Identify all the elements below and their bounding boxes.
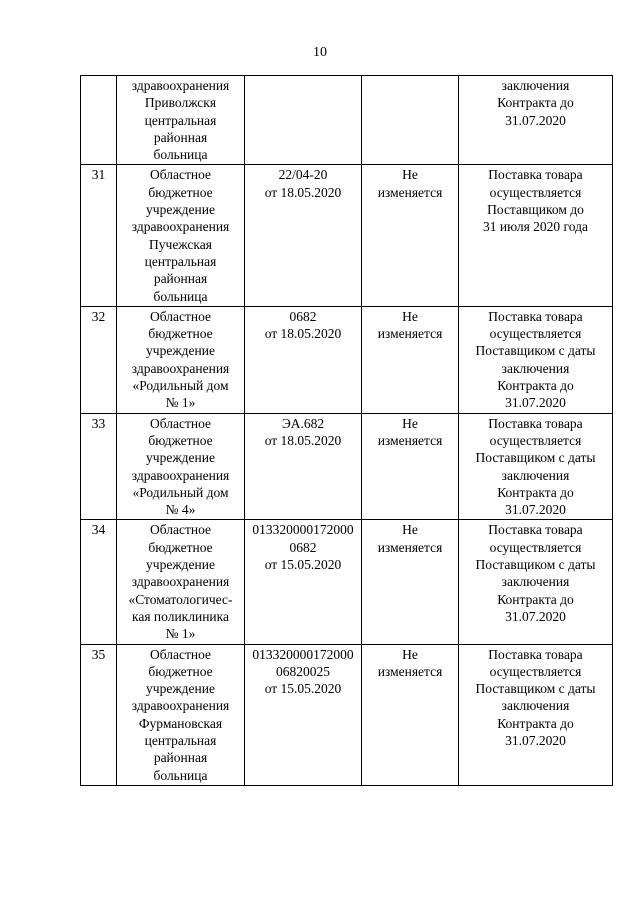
cell-line: бюджетное — [148, 326, 213, 342]
cell-line: Не — [402, 415, 418, 431]
cell-line: осуществляется — [489, 432, 582, 448]
cell-line: Не — [402, 167, 418, 183]
contracts-table — [80, 75, 613, 786]
cell-line: Не — [402, 646, 418, 662]
cell-line: Поставщиком с даты — [475, 450, 596, 466]
cell-line: центральная — [144, 253, 217, 269]
cell-line: изменяется — [377, 432, 443, 448]
status-cell — [362, 644, 459, 785]
cell-line: Областное — [149, 415, 212, 431]
cell-line: от 18.05.2020 — [264, 432, 342, 448]
table-row — [81, 413, 613, 520]
cell-line: центральная — [144, 732, 217, 748]
cell-line: от 18.05.2020 — [264, 184, 342, 200]
contract-cell — [245, 165, 362, 306]
table-body — [81, 76, 613, 786]
cell-line: центральная — [144, 112, 217, 128]
cell-line: 0682 — [289, 539, 317, 555]
cell-line: 31.07.2020 — [505, 732, 566, 748]
row-number-cell — [81, 644, 117, 785]
cell-line: 31.07.2020 — [505, 502, 566, 518]
cell-line: учреждение — [146, 557, 215, 573]
cell-line: больница — [153, 288, 208, 304]
cell-line: заключения — [501, 698, 570, 714]
cell-line: 31.07.2020 — [505, 395, 566, 411]
cell-line: бюджетное — [148, 663, 213, 679]
cell-line: 31.07.2020 — [505, 112, 566, 128]
cell-line: здравоохранения — [131, 219, 230, 235]
row-number: 32 — [91, 308, 106, 324]
contract-cell — [245, 413, 362, 520]
status-cell — [362, 413, 459, 520]
cell-line: Поставка товара — [488, 415, 583, 431]
organization-cell — [117, 306, 245, 413]
cell-line: Пучежская — [149, 236, 212, 252]
cell-line: осуществляется — [489, 184, 582, 200]
cell-line: Областное — [149, 522, 212, 538]
delivery-terms-cell — [459, 644, 613, 785]
cell-line: «Стоматологичес- — [128, 591, 233, 607]
cell-line: бюджетное — [148, 432, 213, 448]
row-number: 31 — [91, 167, 106, 183]
cell-line: Поставщиком с даты — [475, 681, 596, 697]
cell-line: заключения — [501, 467, 570, 483]
cell-line: 06820025 — [276, 663, 330, 679]
cell-line: заключения — [501, 574, 570, 590]
cell-line: 22/04-20 — [278, 167, 328, 183]
organization-cell — [117, 165, 245, 306]
cell-line: изменяется — [377, 539, 443, 555]
cell-line: Контракта до — [497, 378, 574, 394]
status-cell — [362, 520, 459, 644]
contract-cell — [245, 76, 362, 165]
organization-cell — [117, 413, 245, 520]
cell-line: от 15.05.2020 — [264, 681, 342, 697]
organization-cell — [117, 76, 245, 165]
cell-line: изменяется — [377, 326, 443, 342]
cell-line: № 1» — [165, 395, 196, 411]
status-cell — [362, 76, 459, 165]
cell-line: здравоохранения — [131, 467, 230, 483]
delivery-terms-cell — [459, 520, 613, 644]
cell-line: учреждение — [146, 202, 215, 218]
row-number: 33 — [91, 415, 106, 431]
cell-line: Не — [402, 308, 418, 324]
contract-cell — [245, 306, 362, 413]
table-row — [81, 165, 613, 306]
cell-line: Контракта до — [497, 715, 574, 731]
table-row — [81, 644, 613, 785]
cell-line: 013320000172000 — [252, 522, 354, 538]
cell-line: № 1» — [165, 626, 196, 642]
cell-line: Областное — [149, 646, 212, 662]
cell-line: Поставка товара — [488, 522, 583, 538]
cell-line: здравоохранения — [131, 360, 230, 376]
cell-line: районная — [153, 129, 208, 145]
delivery-terms-cell — [459, 165, 613, 306]
cell-line: бюджетное — [148, 539, 213, 555]
status-cell — [362, 306, 459, 413]
cell-line: 013320000172000 — [252, 646, 354, 662]
cell-line: Контракта до — [497, 95, 574, 111]
cell-line: Поставщиком с даты — [475, 343, 596, 359]
cell-line: осуществляется — [489, 539, 582, 555]
row-number-cell — [81, 413, 117, 520]
cell-line: заключения — [501, 360, 570, 376]
cell-line: кая поликлиника — [131, 608, 229, 624]
delivery-terms-cell — [459, 76, 613, 165]
delivery-terms-cell — [459, 413, 613, 520]
cell-line: изменяется — [377, 184, 443, 200]
table-row — [81, 306, 613, 413]
page-number: 10 — [313, 45, 327, 60]
cell-line: районная — [153, 271, 208, 287]
cell-line: Областное — [149, 167, 212, 183]
cell-line: больница — [153, 767, 208, 783]
cell-line: Не — [402, 522, 418, 538]
cell-line: от 18.05.2020 — [264, 326, 342, 342]
table-row — [81, 520, 613, 644]
row-number: 35 — [91, 646, 106, 662]
cell-line: 31 июля 2020 года — [483, 219, 588, 235]
cell-line: Контракта до — [497, 484, 574, 500]
cell-line: Поставка товара — [488, 646, 583, 662]
contract-cell — [245, 520, 362, 644]
cell-line: № 4» — [165, 502, 196, 518]
organization-cell — [117, 520, 245, 644]
cell-line: Поставка товара — [488, 167, 583, 183]
cell-line: Приволжскя — [144, 95, 217, 111]
cell-line: учреждение — [146, 450, 215, 466]
cell-line: 0682 — [289, 308, 317, 324]
cell-line: районная — [153, 750, 208, 766]
cell-line: учреждение — [146, 343, 215, 359]
organization-cell — [117, 644, 245, 785]
cell-line: Контракта до — [497, 591, 574, 607]
cell-line: бюджетное — [148, 184, 213, 200]
contract-cell — [245, 644, 362, 785]
cell-line: Областное — [149, 308, 212, 324]
cell-line: заключения — [501, 78, 570, 93]
cell-line: больница — [153, 147, 208, 163]
cell-line: осуществляется — [489, 326, 582, 342]
cell-line: изменяется — [377, 663, 443, 679]
cell-line: Поставщиком до — [487, 202, 584, 218]
cell-line: здравоохранения — [131, 78, 230, 93]
row-number-cell — [81, 306, 117, 413]
cell-line: ЭА.682 — [281, 415, 325, 431]
cell-line: Фурмановская — [138, 715, 223, 731]
cell-line: «Родильный дом — [132, 484, 229, 500]
table-row — [81, 76, 613, 165]
cell-line: Поставка товара — [488, 308, 583, 324]
cell-line: «Родильный дом — [132, 378, 229, 394]
cell-line: здравоохранения — [131, 698, 230, 714]
cell-line: учреждение — [146, 681, 215, 697]
row-number-cell — [81, 76, 117, 165]
cell-line: Поставщиком с даты — [475, 557, 596, 573]
row-number: 34 — [91, 522, 106, 538]
cell-line: от 15.05.2020 — [264, 557, 342, 573]
cell-line: 31.07.2020 — [505, 608, 566, 624]
cell-line: осуществляется — [489, 663, 582, 679]
cell-line: здравоохранения — [131, 574, 230, 590]
status-cell — [362, 165, 459, 306]
row-number-cell — [81, 520, 117, 644]
delivery-terms-cell — [459, 306, 613, 413]
row-number-cell — [81, 165, 117, 306]
